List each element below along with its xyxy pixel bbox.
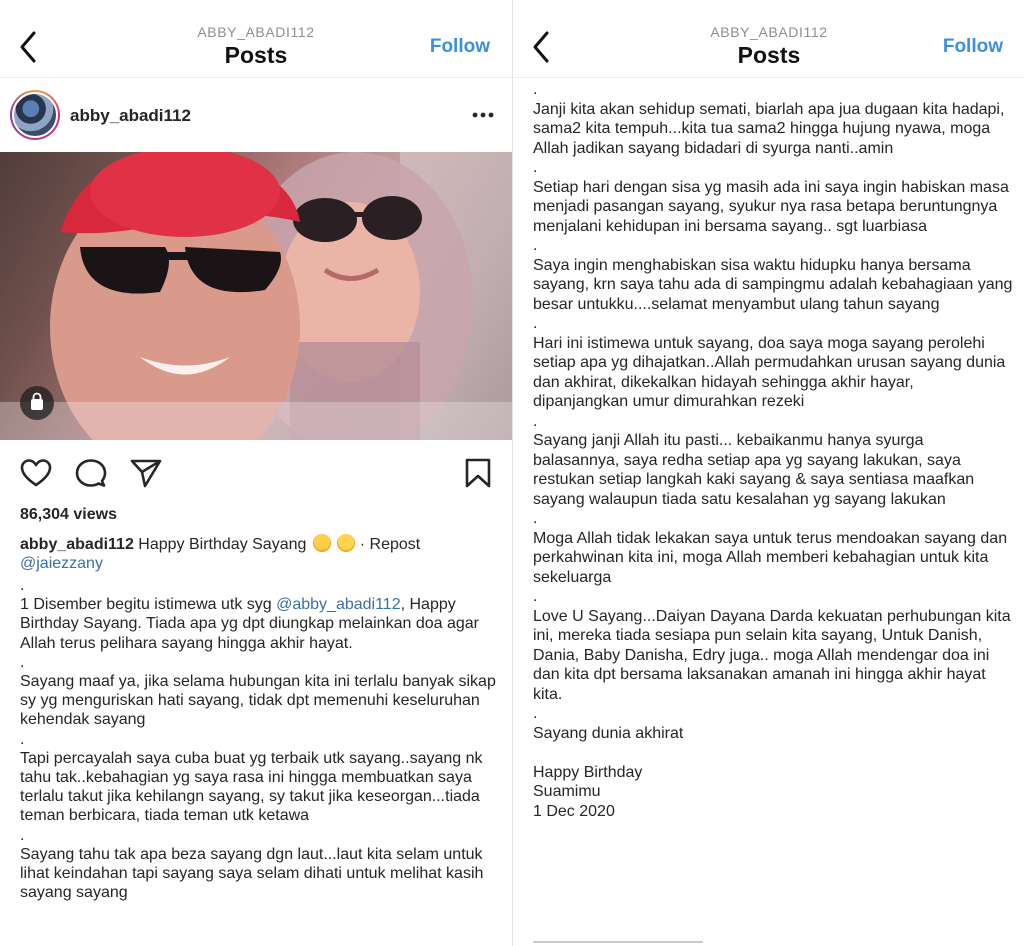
account-subtitle: ABBY_ABADI112 [710, 24, 828, 40]
view-comments-link-clipped[interactable] [533, 938, 733, 946]
caption-username[interactable]: abby_abadi112 [20, 536, 134, 553]
kissing-face-emoji-icon [337, 534, 355, 552]
repost-mention-link[interactable]: @jaiezzany [20, 555, 103, 572]
action-bar [0, 452, 512, 492]
caption-mention-link[interactable]: @abby_abadi112 [276, 596, 401, 614]
caption-continued: . Janji kita akan sehidup semati, biarlah apa jua dugaan kita hadapi, sama2 kita tempuh...kita tua sama2 hingga hujung nyawa, moga Allah jadikan sayang bidadari di syurga nanti..amin . Setiap hari dengan sisa yg masih ada ini saya ingin habiskan masa menjadi pasangan sayang, syukur nya rasa betapa beruntungnya menjalani kehidupan ini bersama sayang.. sgt luarbiasa . Saya ingin menghabiskan sisa waktu hidupku hanya bersama sayang, krn saya tahu ada di sampingmu adalah kebahagiaan yang besar untukku....selamat menyambut ulang tahun sayang . Hari ini istimewa untuk sayang, doa saya moga sayang perolehi setiap apa yg dihajatkan..Allah permudahkan urusan sayang dunia dan akhirat, dikekalkan hidayah sehingga akhir hayar, dipanjangkan umur dimurahkan rezeki . Sayang janji Allah itu pasti... kebaikanmu hanya syurga balasannya, saya redha setiap apa yg sayang lakukan, saya restukan setiap langkah kaki sayang & saya sentiasa maafkan sayang walaupun tiada satu kesalahan yg sayang lakukan . Moga Allah tidak lekakan saya untuk terus mendoakan sayang dan perkahwinan kita ini, moga Allah memberi kebahagian untuk kita sekeluarga . Love U Sayang...Daiyan Dayana Darda kekuatan perhubungan kita ini, mereka tiada sesiapa pun selain kita sayang, Untuk Danish, Dania, Baby Danisha, Edry juga.. moga Allah mendengar doa ini dan kita dpt bersama laksanakan amanah ini hingga akhir hayat kita. . Sayang dunia akhirat Happy Birthday Suamimu 1 Dec 2020 [533, 81, 1013, 820]
caption-body-text: , Happy Birthday Sayang. Tiada apa yg dpt diungkap melainkan doa agar Allah terus pelihara sayang hingga akhir hayat. . Sayang maaf ya, jika selama hubungan kita ini terlalu banyak sikap sy yg menguriskan hati sayang, tidak dpt memenuhi keseluruhan kehendak sayang . Tapi percayalah saya cuba buat yg terbaik utk sayang..sayang nk tahu tak..kebahagian yg saya rasa ini hingga membuatkan saya terlalu takut jika kehilangn sayang, sy takut jika keseorgan...tiada teman berbicara, tiada teman utk ketawa . Sayang tahu tak apa beza sayang dgn laut...laut kita selam untuk lihat keindahan tapi sayang saya selam dihati untuk melihat kasih sayang sayang [20, 596, 496, 902]
heart-icon[interactable] [20, 458, 52, 488]
post-header [0, 80, 512, 150]
more-icon[interactable] [472, 111, 494, 119]
top-bar [0, 0, 512, 78]
share-icon[interactable] [130, 458, 162, 488]
comment-icon[interactable] [75, 458, 107, 488]
post-photo[interactable] [0, 152, 512, 440]
repost-label: · Repost [359, 536, 421, 553]
caption-body-intro: . 1 Disember begitu istimewa utk syg [20, 577, 272, 614]
follow-button[interactable]: Follow [429, 36, 490, 57]
post-username[interactable]: abby_abadi112 [70, 106, 191, 125]
top-bar-right [513, 0, 1024, 78]
caption-title: Happy Birthday Sayang [138, 536, 307, 553]
views-count[interactable]: 86,304 views [20, 506, 117, 523]
avatar[interactable] [10, 90, 60, 140]
shop-icon[interactable] [20, 386, 54, 420]
caption-header [20, 534, 490, 573]
page-title: Posts [737, 42, 801, 68]
right-screenshot [512, 0, 1024, 946]
page-title: Posts [224, 42, 288, 68]
smiling-hearts-emoji-icon [313, 534, 331, 552]
follow-button[interactable]: Follow [942, 36, 1003, 57]
caption-body [20, 576, 496, 902]
bookmark-icon[interactable] [462, 458, 494, 488]
photo-illustration [0, 152, 512, 440]
account-subtitle: ABBY_ABADI112 [197, 24, 315, 40]
